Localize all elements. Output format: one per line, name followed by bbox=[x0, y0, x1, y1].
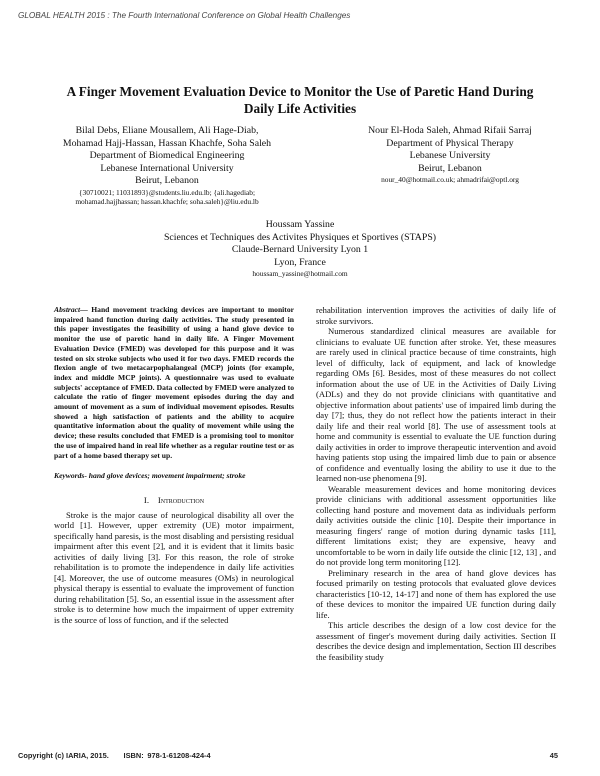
author-email: houssam_yassine@hotmail.com bbox=[252, 269, 348, 279]
author-city: Lyon, France bbox=[274, 256, 326, 268]
author-email: nour_40@hotmail.co.uk; ahmadrifai@optl.org bbox=[381, 175, 519, 185]
author-email: mohamad.hajjhassan; hassan.khachfe; soha.saleh}@liu.edu.lb bbox=[75, 197, 259, 207]
title-line-1: A Finger Movement Evaluation Device to Monitor the Use of Paretic Hand During bbox=[66, 84, 534, 99]
author-department: Sciences et Techniques des Activites Physiques et Sportives (STAPS) bbox=[163, 231, 437, 243]
page-number: 45 bbox=[549, 751, 558, 760]
author-names: Bilal Debs, Eliane Mousallem, Ali Hage-Diab, bbox=[75, 125, 259, 136]
section-heading: I. Introduction bbox=[143, 494, 205, 505]
author-university: Claude-Bernard University Lyon 1 bbox=[231, 244, 369, 256]
author-email: {30710021; 11031893}@students.liu.edu.lb; {ali.hagediab; bbox=[78, 187, 256, 197]
keywords: Keywords- hand glove devices; movement impairment; stroke bbox=[54, 471, 246, 481]
abstract-text: — Hand movement tracking devices are important to monitor impaired hand function during daily activities. The study presented in this paper investigates the feasibility of using a hand glove device to monitor the use of paretic hand in daily life. A Finger Movement Evaluation Device (FMED) was developed for this purpose and it was tested on six stroke subjects who used it for two days. FMED records the flexion angle of two metacarpophalangeal (MCP) joints (for example, index and middle MCP joints). A questionnaire was used to evaluate subjects' acceptance of FMED. Data collected by FMED were analyzed to calculate the ratio of finger movement episodes during the day and amount of movement as a sum of individual movement episodes. Results showed a high satisfaction of patients and the ability to acquire quantitative information about the quality of movement while using the device; these results concluded that FMED is a promising tool to monitor the use of impaired hand in real life whether as a regular routine test or as part of a home based therapy set up. bbox=[54, 305, 294, 460]
author-names: Nour El-Hoda Saleh, Ahmad Rifaii Sarraj bbox=[368, 125, 532, 136]
author-city: Beirut, Lebanon bbox=[135, 175, 199, 187]
abstract bbox=[54, 305, 294, 460]
right-column bbox=[316, 305, 556, 662]
author-department: Department of Biomedical Engineering bbox=[89, 150, 245, 162]
author-university: Lebanese International University bbox=[100, 162, 234, 174]
left-column bbox=[54, 305, 294, 625]
paragraph: Preliminary research in the area of hand glove devices has focused primarily on testing protocols that evaluated glove devices characteristics [10-12, 14-17] and none of them has explored the use of these devices to monitor the impaired UE function during daily life. bbox=[316, 567, 556, 620]
paper-title bbox=[40, 83, 560, 117]
title-line-2: Daily Life Activities bbox=[243, 101, 357, 116]
running-header: GLOBAL HEALTH 2015 : The Fourth International Conference on Global Health Challenges bbox=[18, 11, 351, 20]
footer-copyright: Copyright (c) IARIA, 2015. ISBN: 978-1-61208-424-4 bbox=[18, 751, 211, 760]
author-block-right bbox=[325, 125, 575, 185]
author-university: Lebanese University bbox=[409, 150, 491, 162]
paragraph: This article describes the design of a low cost device for the assessment of finger's movement during daily activities. Section II describes the device design and implementation, Section III describes the feasibility study bbox=[316, 620, 556, 662]
author-names: Mohamad Hajj-Hassan, Hassan Khachfe, Soha Saleh bbox=[62, 137, 272, 149]
paragraph: Stroke is the major cause of neurological disability all over the world [1]. However, upper extremity (UE) motor impairment, specifically hand paresis, is the most disabling and persisting residual impairment after this event [2], and it is evident that it limits basic activities of daily living [3]. For this reason, the role of stroke rehabilitation is to promote the independence in daily life activities [4]. Moreover, the use of outcome measures (OMs) in neurological physical therapy is essential to evaluate the improvement of function during rehabilitation [5]. So, an essential issue in the assessment after stroke is to determine how much the impairment of upper extremity is the source of loss of function, and if the selected bbox=[54, 509, 294, 625]
author-department: Department of Physical Therapy bbox=[386, 137, 514, 149]
paragraph: Numerous standardized clinical measures are available for clinicians to evaluate UE function after stroke. Yet, these measures are rarely used in clinical practice because of time constraints, high level of difficulty, lack of equipment, and lack of knowledge regarding OMs [6]. Besides, most of these measures do not collect information about the use of UE in the Activities of Daily Living (ADLs) and they do not provide clinicians with quantitative and objective information about patients' use of impaired limb during the day [7]; thus, they do not reflect how the patients interact in their daily life and their real world [8]. The use of assessment tools at home and community is essential to evaluate the UE function during daily activities in order to improve therapeutic intervention and avoid having patients stop using the impaired limb due to pain or absence of confidence and eventually losing the ability to use it due to the learned non-use phenomena [9]. bbox=[316, 326, 556, 483]
paragraph: rehabilitation intervention improves the activities of daily life of stroke survivors. bbox=[316, 305, 556, 326]
author-names: Houssam Yassine bbox=[265, 219, 335, 230]
author-city: Beirut, Lebanon bbox=[418, 162, 482, 174]
paragraph: Wearable measurement devices and home monitoring devices provide clinicians with additional assessment opportunities like collecting hand posture and movement data as individuals perform daily activities outside the clinic [10]. Despite their importance in measuring fingers' range of motion during dynamic tasks [11], different limitations exist; they are expensive, heavy and uncomfortable to be worn in daily life outside the clinic [12, 13] , and do not provide long term monitoring [12]. bbox=[316, 483, 556, 567]
author-block-center bbox=[150, 219, 450, 279]
abstract-lead: Abstract bbox=[54, 305, 81, 314]
author-block-left bbox=[22, 125, 312, 207]
